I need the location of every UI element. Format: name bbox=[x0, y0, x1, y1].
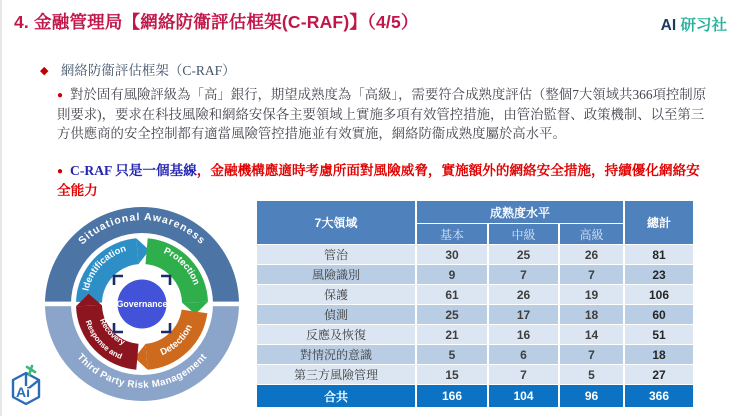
cell-high: 7 bbox=[559, 265, 624, 285]
table-row bbox=[256, 305, 694, 325]
cell-high: 14 bbox=[559, 325, 624, 345]
brand-logo bbox=[661, 13, 727, 35]
slide-left-border bbox=[0, 0, 2, 416]
dot-bullet-icon: ● bbox=[57, 166, 64, 177]
footer-high: 96 bbox=[559, 385, 624, 408]
baseline-highlight-red: ，金融機構應適時考慮所面對風險威脅，實施額外的網絡安全措施，持續優化網絡安全能力 bbox=[57, 163, 700, 198]
cell-basic: 21 bbox=[416, 325, 488, 345]
cell-total: 60 bbox=[624, 305, 694, 325]
bullet-level1-label: 網絡防衞評估框架（C-RAF） bbox=[60, 63, 236, 78]
cell-basic: 30 bbox=[416, 245, 488, 265]
cell-mid: 26 bbox=[488, 285, 559, 305]
green-accent-icon bbox=[27, 366, 35, 375]
brand-rest-text: 研习社 bbox=[680, 17, 727, 34]
dot-bullet-icon: ● bbox=[57, 90, 64, 101]
row-name: 反應及恢復 bbox=[256, 325, 416, 345]
cell-mid: 17 bbox=[488, 305, 559, 325]
cell-total: 106 bbox=[624, 285, 694, 305]
footer-basic: 166 bbox=[416, 385, 488, 408]
cell-high: 26 bbox=[559, 245, 624, 265]
paragraph-maturity bbox=[57, 85, 709, 143]
outer-bottom-label: Third Party Risk Management bbox=[74, 351, 210, 391]
table-row bbox=[256, 325, 694, 345]
table-row bbox=[256, 365, 694, 385]
cell-basic: 25 bbox=[416, 305, 488, 325]
col-header-domain: 7大領域 bbox=[256, 201, 416, 245]
response-label-line1: Response and bbox=[83, 318, 124, 361]
cell-mid: 6 bbox=[488, 345, 559, 365]
diamond-bullet-icon: ◆ bbox=[40, 65, 49, 77]
paragraph-maturity-text: 對於固有風險評級為「高」銀行，期望成熟度為「高級」，需要符合成熟度評估（整個7大領域共366項控制原則要求)，要求在科技風險和網絡安保各主要領域上實施多項有效管控措施，由管治監督、政策機制、以至第三方供應商的安全控制都有適當風險管控措施並有效實施，網絡防衞成熟度屬於高水平。 bbox=[57, 87, 707, 141]
cell-total: 23 bbox=[624, 265, 694, 285]
row-name: 管治 bbox=[256, 245, 416, 265]
cell-total: 81 bbox=[624, 245, 694, 265]
craf-wheel-diagram bbox=[42, 204, 242, 404]
col-header-total: 總計 bbox=[624, 201, 694, 245]
table-row bbox=[256, 265, 694, 285]
col-header-basic: 基本 bbox=[416, 224, 488, 245]
col-header-maturity-group: 成熟度水平 bbox=[416, 201, 624, 224]
baseline-highlight-blue: C-RAF 只是一個基線 bbox=[70, 163, 197, 178]
cell-total: 18 bbox=[624, 345, 694, 365]
cell-basic: 61 bbox=[416, 285, 488, 305]
row-name: 保護 bbox=[256, 285, 416, 305]
table-row bbox=[256, 285, 694, 305]
cell-basic: 9 bbox=[416, 265, 488, 285]
cell-high: 18 bbox=[559, 305, 624, 325]
cell-total: 27 bbox=[624, 365, 694, 385]
table-footer-row bbox=[256, 385, 694, 408]
cell-mid: 16 bbox=[488, 325, 559, 345]
outer-top-label: Situational Awareness bbox=[76, 211, 208, 248]
protection-label: Protection bbox=[162, 244, 203, 287]
identification-label: Identification bbox=[79, 242, 128, 292]
page-title: 4. 金融管理局【網絡防衞評估框架(C-RAF)】（4/5） bbox=[14, 12, 419, 32]
aiyanxishe-cube-logo bbox=[7, 364, 47, 410]
governance-label: Governance bbox=[116, 299, 168, 310]
ring-seam-left bbox=[43, 302, 72, 307]
response-label-line2: Recovery bbox=[97, 316, 127, 347]
cell-total: 51 bbox=[624, 325, 694, 345]
cell-mid: 7 bbox=[488, 265, 559, 285]
row-name: 偵測 bbox=[256, 305, 416, 325]
cube-ai-text: Ai bbox=[16, 384, 30, 400]
bullet-level1 bbox=[40, 59, 236, 79]
detection-label: Detection bbox=[158, 322, 195, 358]
footer-mid: 104 bbox=[488, 385, 559, 408]
cell-basic: 15 bbox=[416, 365, 488, 385]
cell-high: 7 bbox=[559, 345, 624, 365]
footer-total: 366 bbox=[624, 385, 694, 408]
row-name: 風險識別 bbox=[256, 265, 416, 285]
cell-high: 19 bbox=[559, 285, 624, 305]
brand-ai-text: AI bbox=[660, 17, 677, 34]
row-name: 對情況的意識 bbox=[256, 345, 416, 365]
col-header-advanced: 高級 bbox=[559, 224, 624, 245]
cell-basic: 5 bbox=[416, 345, 488, 365]
row-name: 第三方風險管理 bbox=[256, 365, 416, 385]
table-row bbox=[256, 245, 694, 265]
cell-mid: 7 bbox=[488, 365, 559, 385]
table-row bbox=[256, 345, 694, 365]
col-header-intermediate: 中級 bbox=[488, 224, 559, 245]
footer-name: 合共 bbox=[256, 385, 416, 408]
maturity-table bbox=[255, 200, 695, 408]
ring-seam-right bbox=[212, 302, 241, 307]
cell-mid: 25 bbox=[488, 245, 559, 265]
cell-high: 5 bbox=[559, 365, 624, 385]
paragraph-baseline bbox=[57, 161, 709, 200]
